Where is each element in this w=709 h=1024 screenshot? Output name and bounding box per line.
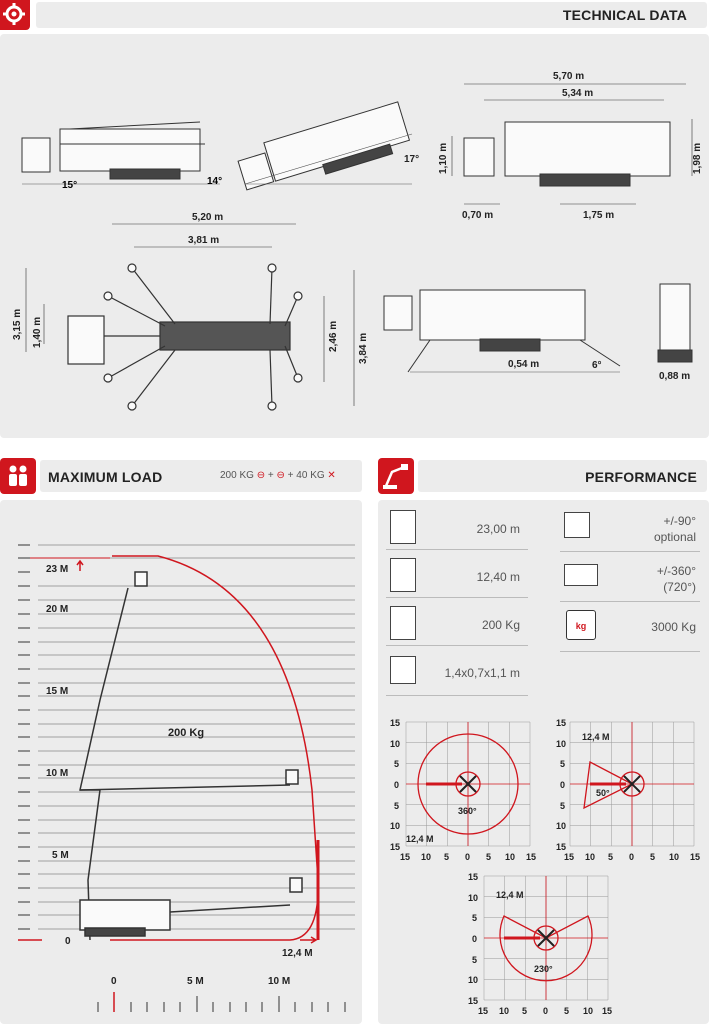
perf-sub-basket-rotation: optional [653,530,696,544]
load-summary-left: 200 KG [220,470,254,481]
angle-a: 15° [62,180,78,191]
max-load-title: MAXIMUM LOAD [48,469,163,485]
perf-value-basket-size: 1,4x0,7x1,1 m [444,666,520,680]
boom-lift-icon [378,458,414,494]
weight-icon [566,610,596,640]
d1-y-10: 10 [390,739,401,749]
y-label-15: 15 M [46,686,69,697]
d3-x-5b: 5 [564,1006,570,1016]
perf-item-outreach [386,554,528,598]
gear-icon [0,0,30,30]
arrow-up-icon [77,561,83,571]
technical-title: TECHNICAL DATA [562,7,687,23]
max-load-tab [0,458,36,494]
perf-item-weight [560,606,700,652]
y-label-5: 5 M [52,850,69,861]
perf-value-capacity: 200 Kg [481,618,520,632]
reach-label: 12,4 M [282,948,313,959]
outreach-icon [390,558,416,592]
diagram-2-reach: 12,4 M [582,732,610,742]
perf-item-turret-rotation [560,556,700,602]
d3-y-0: 0 [472,934,478,944]
d1-y-15: 15 [390,718,401,728]
load-value-label: 200 Kg [168,727,205,739]
dim-width-b: 1,40 m [32,316,43,348]
d1-y-10b: 10 [390,821,401,831]
x-label-5: 5 M [187,976,204,987]
d1-y-15b: 15 [390,842,401,852]
dim-track-length: 5,34 m [562,88,594,99]
perf-item-basket-rotation [560,506,700,552]
turret-rotation-icon [564,564,598,586]
technical-data-tab [0,0,30,30]
performance-title: PERFORMANCE [585,469,697,485]
diagram-50 [570,722,694,846]
d2-x-15b: 15 [690,852,701,862]
weight-badge: kg [575,621,587,631]
machine-side-view [22,122,205,179]
perf-value-weight: 3000 Kg [651,620,696,634]
working-height-icon [390,510,416,544]
d1-x-15: 15 [400,852,411,862]
basket-rotation-icon [564,512,590,538]
load-summary [220,470,336,481]
d3-x-10: 10 [499,1006,510,1016]
d2-x-10: 10 [585,852,596,862]
dim-outrigger-span: 5,20 m [192,212,224,223]
d3-x-0: 0 [543,1006,549,1016]
dim-outrigger-inner: 3,81 m [188,235,220,246]
d3-x-5: 5 [522,1006,528,1016]
perf-value-outreach: 12,40 m [476,570,520,584]
dim-width-c: 2,46 m [328,320,339,352]
load-summary-mid: + [267,470,274,481]
x-label-10: 10 M [268,976,291,987]
machine-boom [80,572,302,940]
load-summary-right: + 40 KG [287,470,325,481]
d1-y-0: 0 [394,780,400,790]
perf-sub-turret-rotation: (720°) [663,580,696,594]
arrow-right-icon [300,937,316,943]
diagram-360 [406,722,530,846]
load-chart [0,500,362,1024]
tools-icon: ✕ [327,470,336,481]
y-label-10: 10 M [46,768,69,779]
x-label-0: 0 [111,976,117,987]
machine-tilted-view [235,102,412,198]
dim-width-a: 3,15 m [12,308,23,340]
d2-y-5b: 5 [560,801,566,811]
perf-item-basket-size [386,652,528,696]
people-icon [0,458,36,494]
d1-x-5: 5 [444,852,450,862]
d1-y-5b: 5 [394,801,400,811]
diagram-1-angle: 360° [458,806,477,816]
dim-clearance: 0,54 m [508,359,540,370]
dim-rear-overhang: 0,70 m [462,210,494,221]
working-envelope [110,556,318,940]
d3-y-5: 5 [472,913,478,923]
dim-slope: 6° [592,360,602,371]
rotation-diagrams [378,710,709,1024]
y-label-23: 23 M [46,564,69,575]
d2-y-0: 0 [560,780,566,790]
technical-drawings [0,34,709,438]
d2-x-5: 5 [608,852,614,862]
dim-height-cab: 1,10 m [438,142,449,174]
machine-right-view [464,122,670,186]
diagram-3-reach: 12,4 M [496,890,524,900]
d2-x-5b: 5 [650,852,656,862]
d3-y-15b: 15 [468,996,479,1006]
d2-y-10: 10 [556,739,567,749]
d1-x-10b: 10 [505,852,516,862]
basket-size-icon [390,656,416,684]
d2-y-10b: 10 [556,821,567,831]
d3-x-15: 15 [478,1006,489,1016]
d2-x-15: 15 [564,852,575,862]
person-icon: ⊖ [256,470,266,481]
dim-total-length: 5,70 m [553,71,585,82]
perf-item-capacity [386,602,528,646]
technical-data-section [0,0,709,440]
d2-y-15b: 15 [556,842,567,852]
person-icon-2: ⊖ [276,470,285,481]
perf-value-height: 23,00 m [476,522,520,536]
machine-top-view [68,264,302,410]
angle-c: 17° [404,154,420,165]
d1-y-5: 5 [394,759,400,769]
d3-x-15b: 15 [602,1006,613,1016]
max-load-section [0,456,364,1024]
d2-y-5: 5 [560,759,566,769]
d2-x-10b: 10 [669,852,680,862]
perf-item-height [386,506,528,550]
dim-width-d: 3,84 m [358,332,369,364]
dim-height-total: 1,98 m [692,142,703,174]
diagram-1-reach: 12,4 M [406,834,434,844]
basket-capacity-icon [390,606,416,640]
d3-y-10b: 10 [468,975,479,985]
y-label-20: 20 M [46,604,69,615]
d1-x-10: 10 [421,852,432,862]
dim-machine-width: 0,88 m [659,371,691,382]
performance-tab [378,458,414,494]
d3-y-5b: 5 [472,955,478,965]
y-label-0: 0 [65,936,71,947]
performance-section [378,456,709,1024]
d1-x-15b: 15 [526,852,537,862]
perf-value-turret-rotation: +/-360° [656,564,696,578]
machine-outrigger-view [384,290,620,372]
d3-y-10: 10 [468,893,479,903]
d3-y-15: 15 [468,872,479,882]
d1-x-0: 0 [465,852,471,862]
d3-x-10b: 10 [583,1006,594,1016]
diagram-3-angle: 230° [534,964,553,974]
d2-x-0: 0 [629,852,635,862]
d1-x-5b: 5 [486,852,492,862]
perf-value-basket-rotation: +/-90° [663,514,696,528]
dim-track-base: 1,75 m [583,210,615,221]
machine-rear-view [658,284,692,362]
d2-y-15: 15 [556,718,567,728]
diagram-230 [484,876,608,1000]
diagram-2-angle: 50° [596,788,610,798]
angle-b: 14° [207,176,223,187]
